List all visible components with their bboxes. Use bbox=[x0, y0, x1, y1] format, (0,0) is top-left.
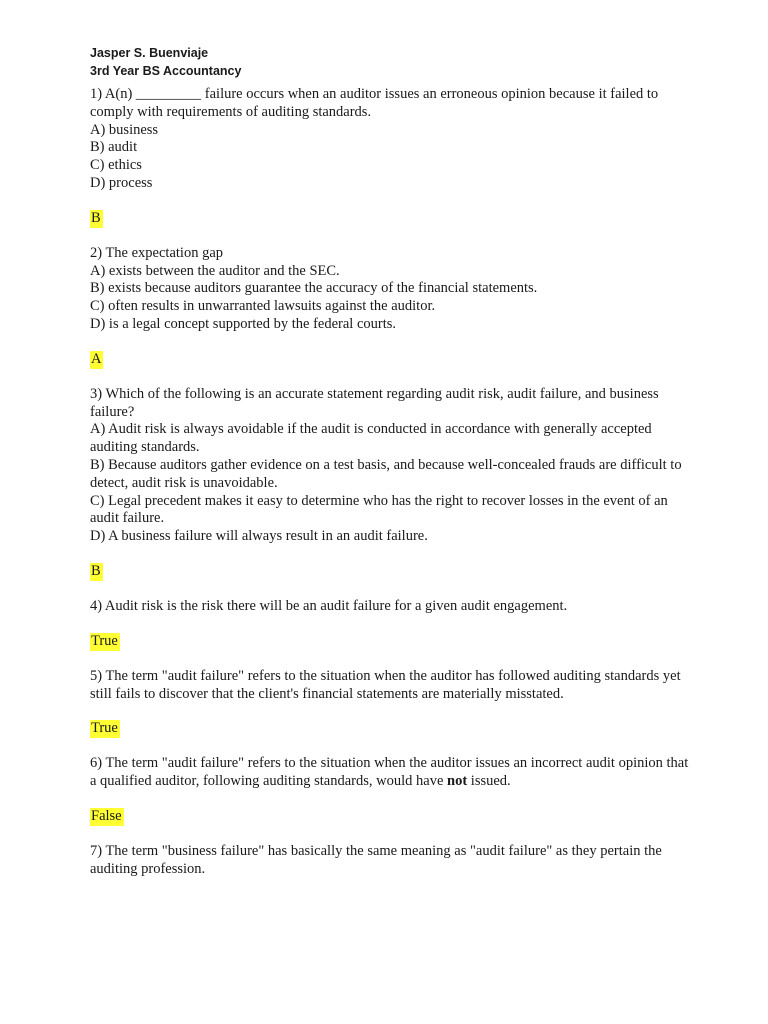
question-7-stem: 7) The term "business failure" has basically the same meaning as "audit failure" as they pertain the auditing profession. bbox=[90, 842, 662, 877]
answer-1-highlight: B bbox=[91, 209, 101, 226]
answer-5-row bbox=[90, 711, 690, 747]
question-2-option-d: D) is a legal concept supported by the federal courts. bbox=[90, 315, 397, 332]
question-2-option-a: A) exists between the auditor and the SEC. bbox=[90, 262, 340, 279]
question-6-bold-not: not bbox=[447, 773, 468, 790]
question-3 bbox=[90, 386, 690, 546]
answer-2-row bbox=[90, 342, 690, 378]
answer-6-highlight: False bbox=[91, 807, 122, 824]
question-5-stem: 5) The term "audit failure" refers to the situation when the auditor has followed auditing standards yet still fails to discover that the client's financial statements are materially misstated. bbox=[90, 667, 681, 702]
answer-4-row bbox=[90, 624, 690, 660]
question-5 bbox=[90, 668, 690, 704]
question-1 bbox=[90, 86, 690, 193]
question-3-option-d: D) A business failure will always result in an audit failure. bbox=[90, 528, 428, 545]
answer-3-highlight: B bbox=[91, 562, 101, 579]
answer-6-row bbox=[90, 799, 690, 835]
question-1-option-d: D) process bbox=[90, 174, 153, 191]
question-3-option-c: C) Legal precedent makes it easy to determine who has the right to recover losses in the event of an audit failure. bbox=[90, 492, 668, 527]
question-6 bbox=[90, 755, 690, 791]
question-1-option-c: C) ethics bbox=[90, 157, 142, 174]
document-header bbox=[90, 45, 690, 80]
question-6-text-after: issued. bbox=[467, 773, 511, 790]
question-6-text-before: 6) The term "audit failure" refers to the situation when the auditor issues an incorrect audit opinion that a qualified auditor, following auditing standards, would have bbox=[90, 755, 689, 790]
answer-5-highlight: True bbox=[91, 720, 118, 737]
student-name: Jasper S. Buenviaje bbox=[90, 46, 209, 60]
question-1-option-b: B) audit bbox=[90, 139, 138, 156]
question-4-stem: 4) Audit risk is the risk there will be an audit failure for a given audit engagement. bbox=[90, 597, 568, 614]
question-3-option-b: B) Because auditors gather evidence on a test basis, and because well-concealed frauds are difficult to detect, audit risk is unavoidable. bbox=[90, 456, 682, 491]
answer-1-row bbox=[90, 201, 690, 237]
question-2-option-c: C) often results in unwarranted lawsuits against the auditor. bbox=[90, 298, 436, 315]
question-2-stem: 2) The expectation gap bbox=[90, 244, 223, 261]
question-1-stem: 1) A(n) _________ failure occurs when an auditor issues an erroneous opinion because it failed to comply with requirements of auditing standards. bbox=[90, 86, 659, 120]
question-1-option-a: A) business bbox=[90, 121, 159, 138]
question-4 bbox=[90, 598, 690, 616]
question-3-stem: 3) Which of the following is an accurate statement regarding audit risk, audit failure, and business failure? bbox=[90, 385, 659, 420]
answer-4-highlight: True bbox=[91, 632, 118, 649]
question-7 bbox=[90, 843, 690, 879]
question-2-option-b: B) exists because auditors guarantee the accuracy of the financial statements. bbox=[90, 280, 538, 297]
question-6-stem bbox=[90, 755, 690, 791]
answer-2-highlight: A bbox=[91, 350, 102, 367]
answer-3-row bbox=[90, 554, 690, 590]
question-2 bbox=[90, 245, 690, 334]
document-page bbox=[90, 45, 690, 879]
question-3-option-a: A) Audit risk is always avoidable if the audit is conducted in accordance with generally accepted auditing standards. bbox=[90, 421, 652, 456]
student-program: 3rd Year BS Accountancy bbox=[90, 63, 242, 78]
